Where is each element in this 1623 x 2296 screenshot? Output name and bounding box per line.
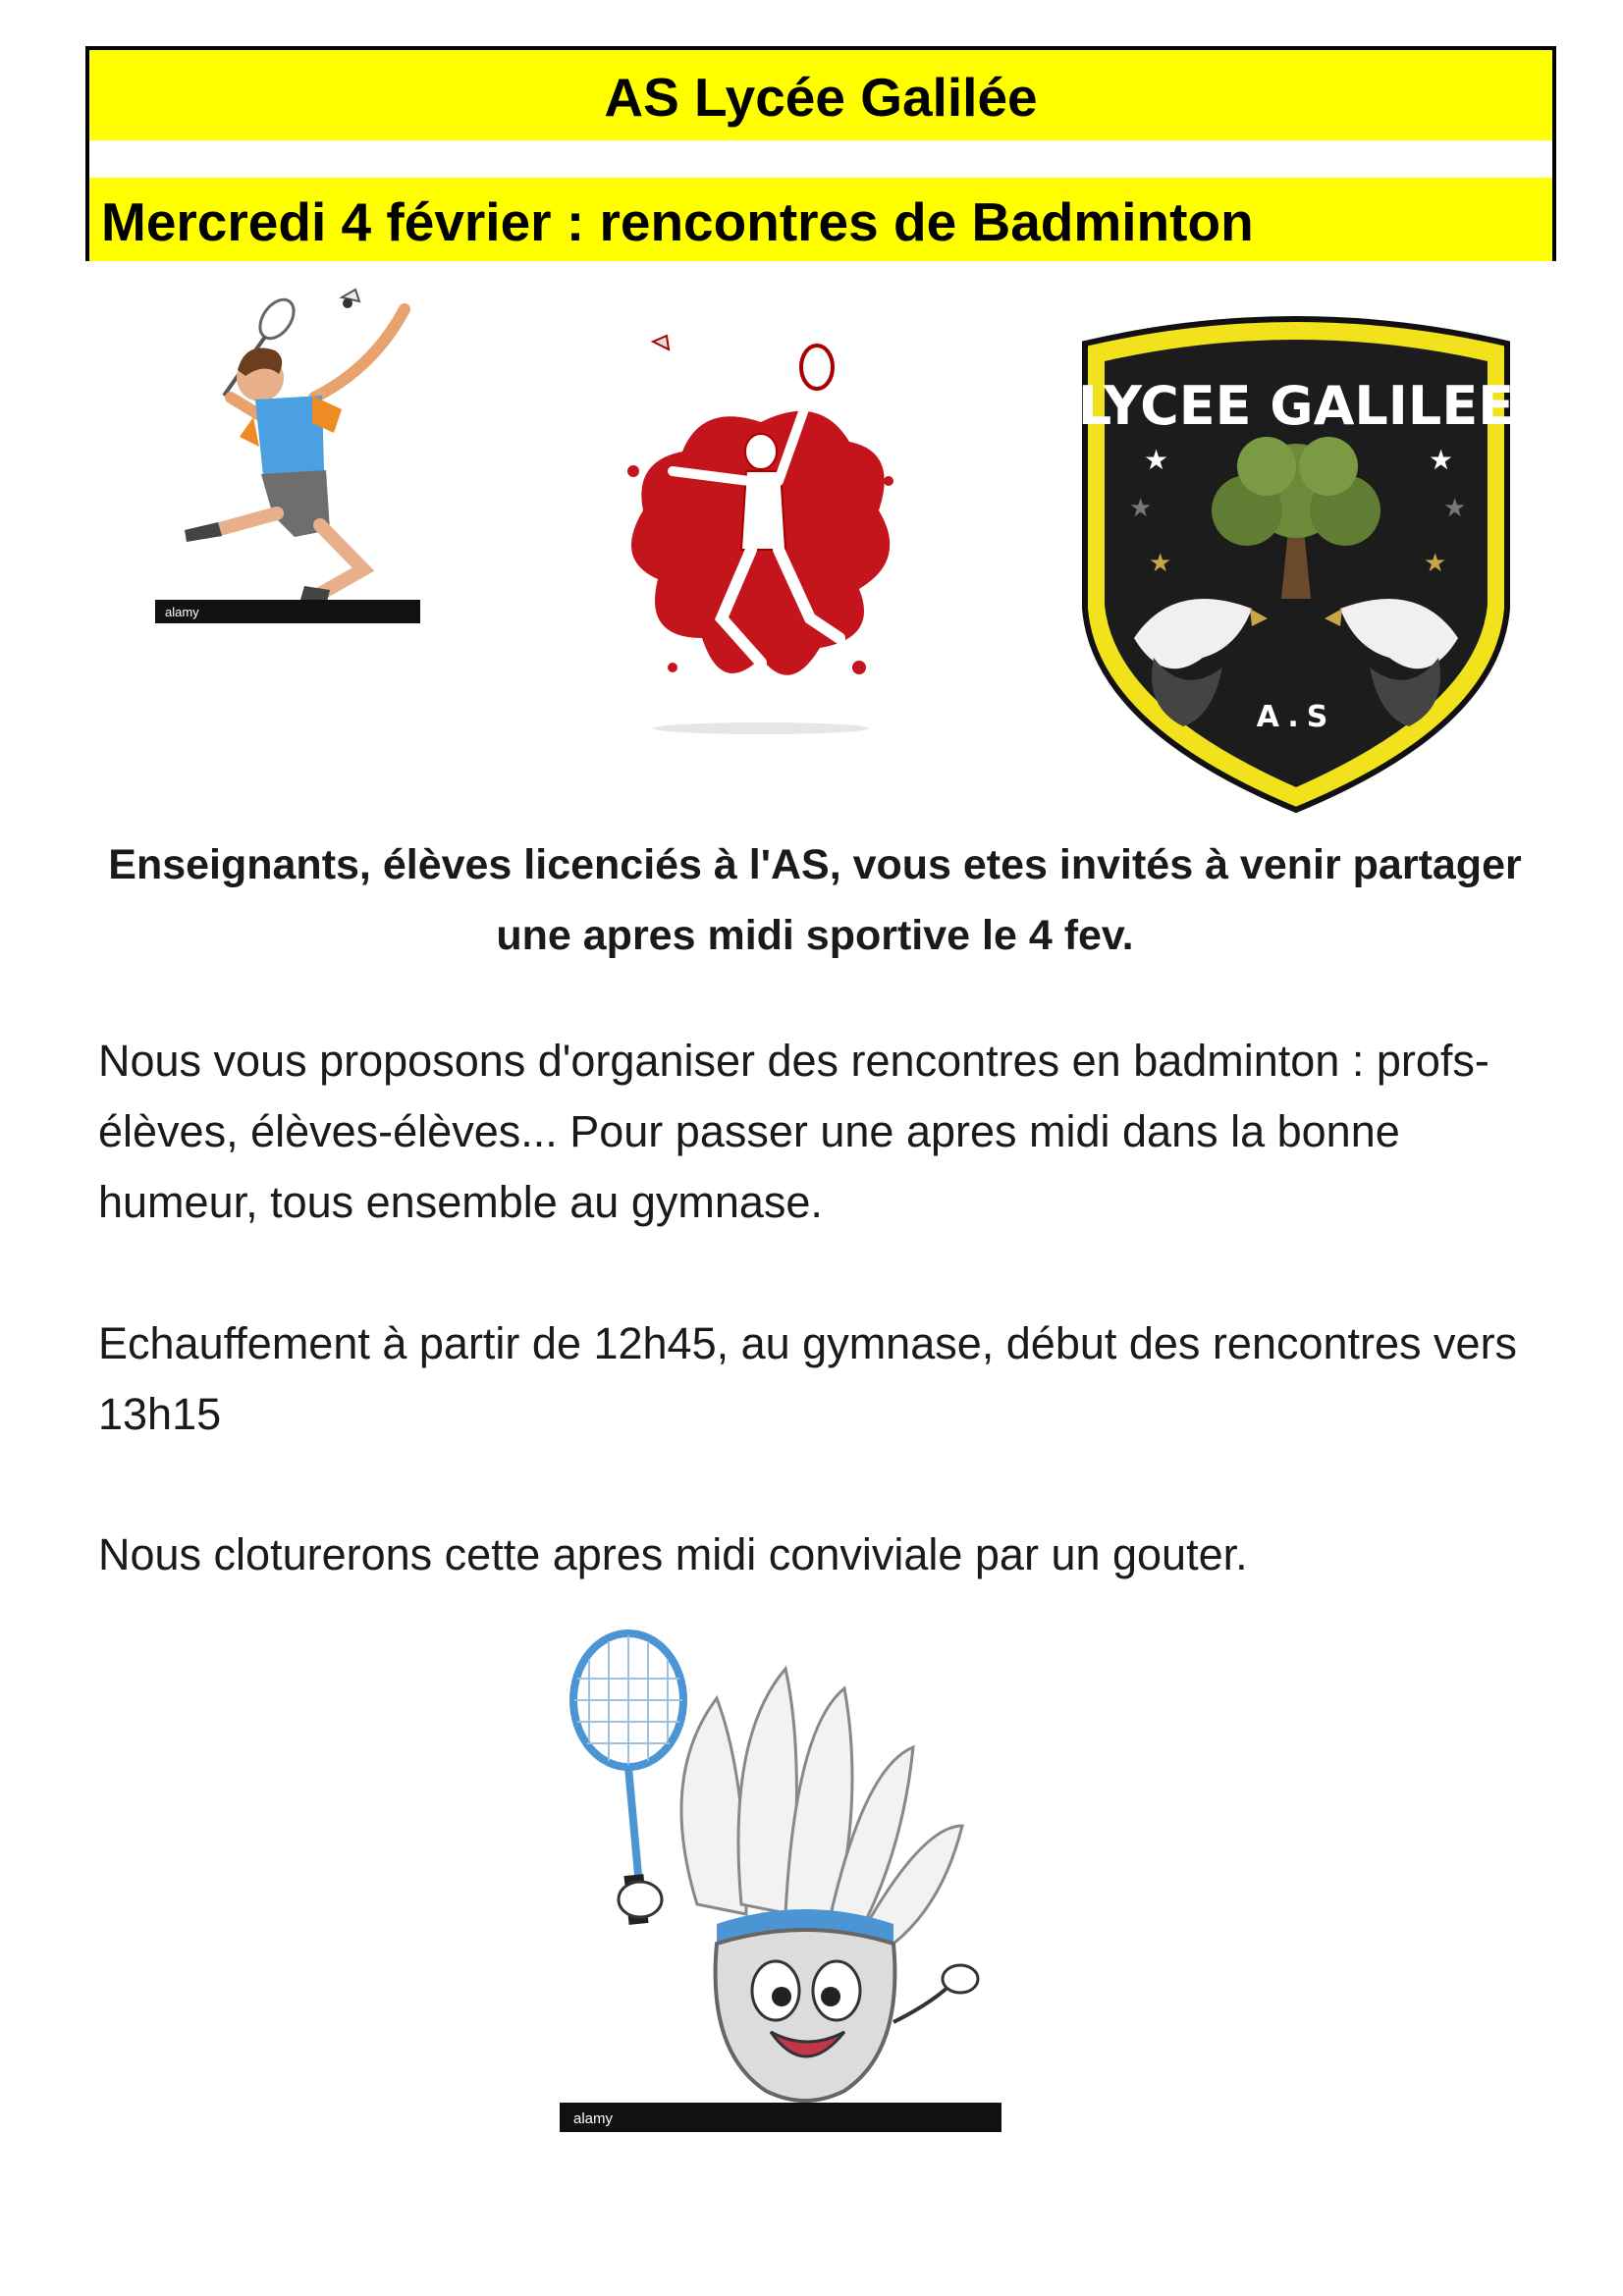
badminton-splash-illustration (614, 324, 908, 746)
star-icon: ★ (1429, 445, 1454, 475)
badminton-player-illustration (147, 280, 432, 628)
alamy-watermark-label: alamy (573, 2110, 614, 2127)
star-icon: ★ (1443, 493, 1467, 522)
shuttlecock-mascot-illustration (550, 1629, 1021, 2140)
schedule-paragraph: Echauffement à partir de 12h45, au gymnase, début des rencontres vers 13h15 (98, 1318, 1518, 1439)
closing-paragraph: Nous cloturerons cette apres midi conviviale par un gouter. (98, 1529, 1248, 1579)
intro-paragraph: Enseignants, élèves licenciés à l'AS, vous etes invités à venir partager une apres midi sportive le 4 fev. (108, 841, 1522, 959)
header-box (85, 46, 1556, 261)
proposal-paragraph: Nous vous proposons d'organiser des rencontres en badminton : profs-élèves, élèves-élèves... Pour passer une apres midi dans la bonne humeur, tous ensemble au gymnase. (98, 1036, 1489, 1227)
club-title: AS Lycée Galilée (604, 67, 1038, 128)
event-title: Mercredi 4 février : rencontres de Badminton (101, 191, 1254, 252)
lycee-galilee-as-logo (1065, 314, 1527, 815)
alamy-watermark-label: alamy (165, 605, 199, 619)
star-icon: ★ (1129, 493, 1153, 522)
logo-school-name: LYCEE GALILEE (1077, 375, 1515, 437)
logo-association: A.S (1256, 700, 1336, 734)
star-icon: ★ (1144, 445, 1169, 475)
star-icon: ★ (1424, 548, 1447, 577)
star-icon: ★ (1149, 548, 1172, 577)
